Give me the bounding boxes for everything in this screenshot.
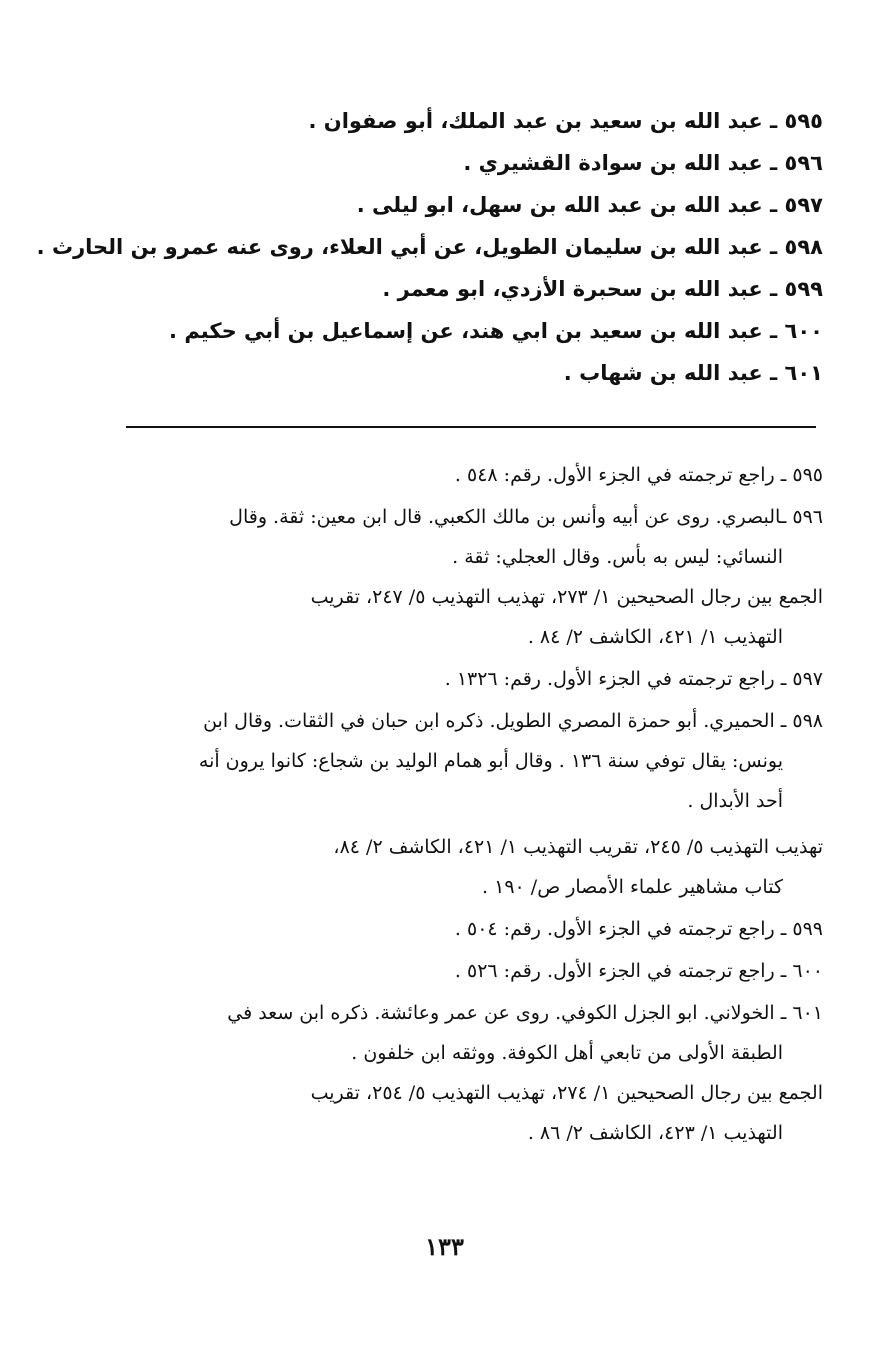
footnote-597 bbox=[120, 659, 823, 699]
footnote-line: التهذيب ١/ ٤٢١، الكاشف ٢/ ٨٤ . bbox=[527, 626, 783, 648]
footnote-598 bbox=[120, 701, 823, 907]
footnote-596 bbox=[120, 497, 823, 657]
entry-597: ٥٩٧ ـ عبد الله بن عبد الله بن سهل، ابو ليلى . bbox=[356, 193, 823, 217]
footnote-601 bbox=[120, 993, 823, 1153]
entry-list bbox=[36, 100, 823, 394]
footnote-line: النسائي: ليس به بأس. وقال العجلي: ثقة . bbox=[452, 546, 783, 568]
footnote-line: ٦٠١ ـ الخولاني. ابو الجزل الكوفي. روى عن عمر وعائشة. ذكره ابن سعد في bbox=[227, 1002, 823, 1024]
footnotes bbox=[120, 455, 823, 1155]
page-number: ١٣٣ bbox=[425, 1232, 464, 1261]
footnote-line: أحد الأبدال . bbox=[687, 790, 783, 812]
entry-598: ٥٩٨ ـ عبد الله بن سليمان الطويل، عن أبي العلاء، روى عنه عمرو بن الحارث . bbox=[36, 235, 823, 259]
footnote-line: الجمع بين رجال الصحيحين ١/ ٢٧٤، تهذيب التهذيب ٥/ ٢٥٤، تقريب bbox=[310, 1082, 823, 1104]
entry-595: ٥٩٥ ـ عبد الله بن سعيد بن عبد الملك، أبو صفوان . bbox=[308, 109, 823, 133]
footnote-line: الجمع بين رجال الصحيحين ١/ ٢٧٣، تهذيب التهذيب ٥/ ٢٤٧، تقريب bbox=[310, 586, 823, 608]
footnote-line: ٥٩٨ ـ الحميري. أبو حمزة المصري الطويل. ذكره ابن حبان في الثقات. وقال ابن bbox=[203, 710, 823, 732]
footnote-line: ٥٩٥ ـ راجع ترجمته في الجزء الأول. رقم: ٥٤٨ . bbox=[454, 464, 823, 486]
footnote-line: ٥٩٦ ـالبصري. روى عن أبيه وأنس بن مالك الكعبي. قال ابن معين: ثقة. وقال bbox=[229, 506, 823, 528]
footnote-line: ٥٩٧ ـ راجع ترجمته في الجزء الأول. رقم: ١٣٢٦ . bbox=[444, 668, 823, 690]
entry-599: ٥٩٩ ـ عبد الله بن سحبرة الأزدي، ابو معمر . bbox=[382, 277, 823, 301]
footnote-600 bbox=[120, 951, 823, 991]
footnote-line: التهذيب ١/ ٤٢٣، الكاشف ٢/ ٨٦ . bbox=[527, 1122, 783, 1144]
entry-601: ٦٠١ ـ عبد الله بن شهاب . bbox=[563, 361, 823, 385]
footnote-line: ٦٠٠ ـ راجع ترجمته في الجزء الأول. رقم: ٥٢٦ . bbox=[454, 960, 823, 982]
footnote-separator bbox=[126, 426, 816, 428]
entry-596: ٥٩٦ ـ عبد الله بن سوادة القشيري . bbox=[463, 151, 823, 175]
footnote-line: الطبقة الأولى من تابعي أهل الكوفة. ووثقه ابن خلفون . bbox=[351, 1042, 783, 1064]
entry-600: ٦٠٠ ـ عبد الله بن سعيد بن ابي هند، عن إسماعيل بن أبي حكيم . bbox=[169, 319, 823, 343]
footnote-595 bbox=[120, 455, 823, 495]
footnote-599 bbox=[120, 909, 823, 949]
footnote-line: ٥٩٩ ـ راجع ترجمته في الجزء الأول. رقم: ٥٠٤ . bbox=[454, 918, 823, 940]
footnote-line: كتاب مشاهير علماء الأمصار ص/ ١٩٠ . bbox=[482, 876, 783, 898]
footnote-line: يونس: يقال توفي سنة ١٣٦ . وقال أبو همام الوليد بن شجاع: كانوا يرون أنه bbox=[198, 750, 783, 772]
footnote-line: تهذيب التهذيب ٥/ ٢٤٥، تقريب التهذيب ١/ ٤٢١، الكاشف ٢/ ٨٤، bbox=[333, 836, 823, 858]
